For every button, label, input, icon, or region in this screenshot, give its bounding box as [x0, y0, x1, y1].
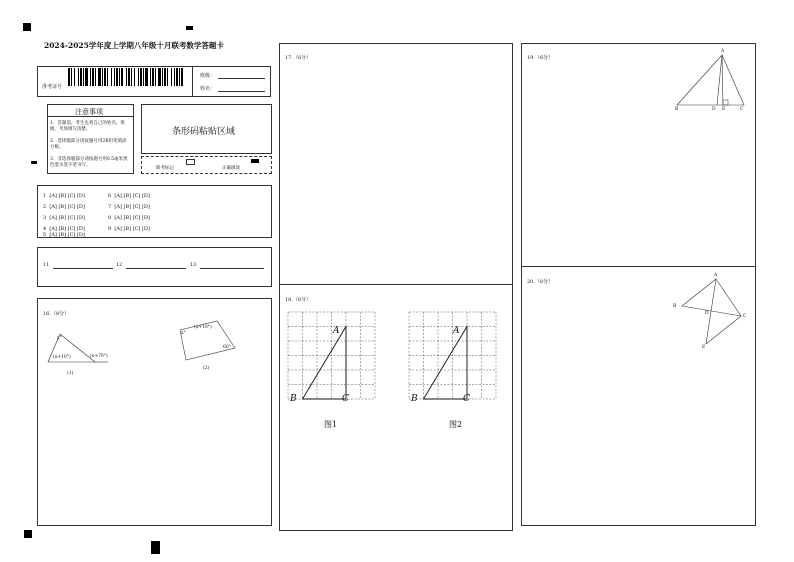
- q18-fig1-caption: 图1: [324, 420, 338, 429]
- q16-fig1-angle-x: x°: [57, 336, 62, 341]
- notice-item-2: 2．选择题部分请按题号用2B铅笔填涂方框。: [50, 139, 127, 150]
- q17-answer-box[interactable]: [279, 43, 513, 285]
- q20-label: 20.（8分）: [527, 279, 554, 285]
- q18-fig2-caption: 图2: [449, 420, 463, 429]
- q18-fig2-point-c: C: [463, 394, 470, 404]
- q16-figure-1: [40, 326, 120, 376]
- q18-fig1-point-b: B: [290, 394, 297, 404]
- choice-row[interactable]: 8 [A] [B] [C] [D]: [108, 215, 150, 221]
- q16-fig1-caption: (1): [67, 371, 74, 376]
- name-field[interactable]: [218, 91, 265, 92]
- side-marker: [31, 161, 37, 164]
- class-label: 班级：: [200, 73, 216, 79]
- q19-point-d: D: [712, 107, 716, 112]
- q20-point-b: B: [673, 304, 677, 309]
- barcode-graphic: [68, 68, 188, 88]
- q16-fig1-angle-x70: (x+70°): [90, 354, 108, 359]
- corner-marker-top-mid: [186, 26, 193, 30]
- notice-item-1: 1．答题前，考生先将自己的姓名、班级、考场填写清楚。: [50, 121, 125, 132]
- choice-row-5[interactable]: 5 [A] [B] [C] [D]: [43, 232, 85, 237]
- q18-grid-figure-1: [286, 310, 386, 410]
- q13-answer-line[interactable]: [200, 268, 264, 269]
- q19-point-c: C: [740, 107, 744, 112]
- q18-fig2-point-b: B: [411, 394, 418, 404]
- corner-marker-bottom-mid: [151, 541, 160, 554]
- barcode-area-label: 条形码粘贴区域: [172, 127, 236, 137]
- q18-grid-figure-2: [407, 310, 507, 410]
- q16-label: 16.（8分）: [43, 311, 70, 317]
- choice-row[interactable]: 3 [A] [B] [C] [D]: [43, 215, 85, 221]
- q13-number: 13: [190, 262, 197, 268]
- choice-row[interactable]: 2 [A] [B] [C] [D]: [43, 204, 85, 210]
- choice-row[interactable]: 6 [A] [B] [C] [D]: [108, 193, 150, 199]
- corner-marker-top-left: [23, 23, 31, 31]
- q16-fig1-angle-x10: (x+10°): [53, 355, 71, 360]
- q16-fig2-angle-x10: (x+10°): [194, 325, 212, 330]
- q18-label: 18.（6分）: [285, 297, 312, 303]
- q19-point-a: A: [721, 49, 725, 54]
- notice-title: 注意事项: [75, 108, 103, 116]
- q16-fig2-angle-x: x°: [181, 331, 186, 336]
- q11-answer-line[interactable]: [53, 268, 113, 269]
- q12-number: 12: [116, 262, 123, 268]
- page-title: 2024-2025学年度上学期八年级十月联考数学答题卡: [44, 41, 224, 50]
- q18-fig1-point-a: A: [333, 326, 340, 336]
- choice-row[interactable]: 7 [A] [B] [C] [D]: [108, 204, 150, 210]
- corner-marker-bottom-left: [24, 530, 32, 538]
- q20-point-e: E: [702, 345, 706, 350]
- correct-fill-label: 正确填涂: [222, 166, 240, 171]
- q12-answer-line[interactable]: [126, 268, 186, 269]
- notice-item-3: 3．非选择题部分请按题号用0.5毫米黑色墨水签字笔书写。: [50, 157, 128, 168]
- q19-label: 19.（6分）: [527, 55, 554, 61]
- q20-point-c: C: [743, 314, 747, 319]
- q18-fig1-point-c: C: [342, 394, 349, 404]
- q17-label: 17.（6分）: [285, 55, 312, 61]
- q19-triangle-figure: [672, 50, 752, 110]
- q19-point-e: E: [722, 107, 726, 112]
- fill-in-box: [37, 247, 272, 287]
- admission-barcode: [68, 68, 188, 88]
- choice-row[interactable]: 9 [A] [B] [C] [D]: [108, 226, 150, 232]
- choice-row[interactable]: 1 [A] [B] [C] [D]: [43, 193, 85, 199]
- q20-point-a: A: [714, 273, 718, 278]
- q18-fig2-point-a: A: [453, 326, 460, 336]
- choice-row[interactable]: 4 [A] [B] [C] [D]: [43, 226, 85, 232]
- missing-exam-label: 缺考标记: [156, 166, 174, 171]
- class-field[interactable]: [218, 78, 265, 79]
- name-label: 姓名：: [200, 86, 216, 92]
- correct-fill-sample: [251, 159, 259, 163]
- q16-fig2-caption: (2): [203, 366, 210, 371]
- q20-point-d: D: [705, 311, 709, 316]
- q19-point-b: B: [675, 107, 679, 112]
- q20-triangle-figure: [676, 274, 751, 354]
- missing-exam-checkbox[interactable]: [186, 159, 195, 165]
- q11-number: 11: [43, 262, 50, 268]
- q16-fig2-angle-60: 60°: [223, 345, 231, 350]
- choice-col-2: [108, 191, 150, 235]
- barcode-label: 准考证号: [42, 84, 63, 90]
- choice-col-1: [43, 191, 85, 235]
